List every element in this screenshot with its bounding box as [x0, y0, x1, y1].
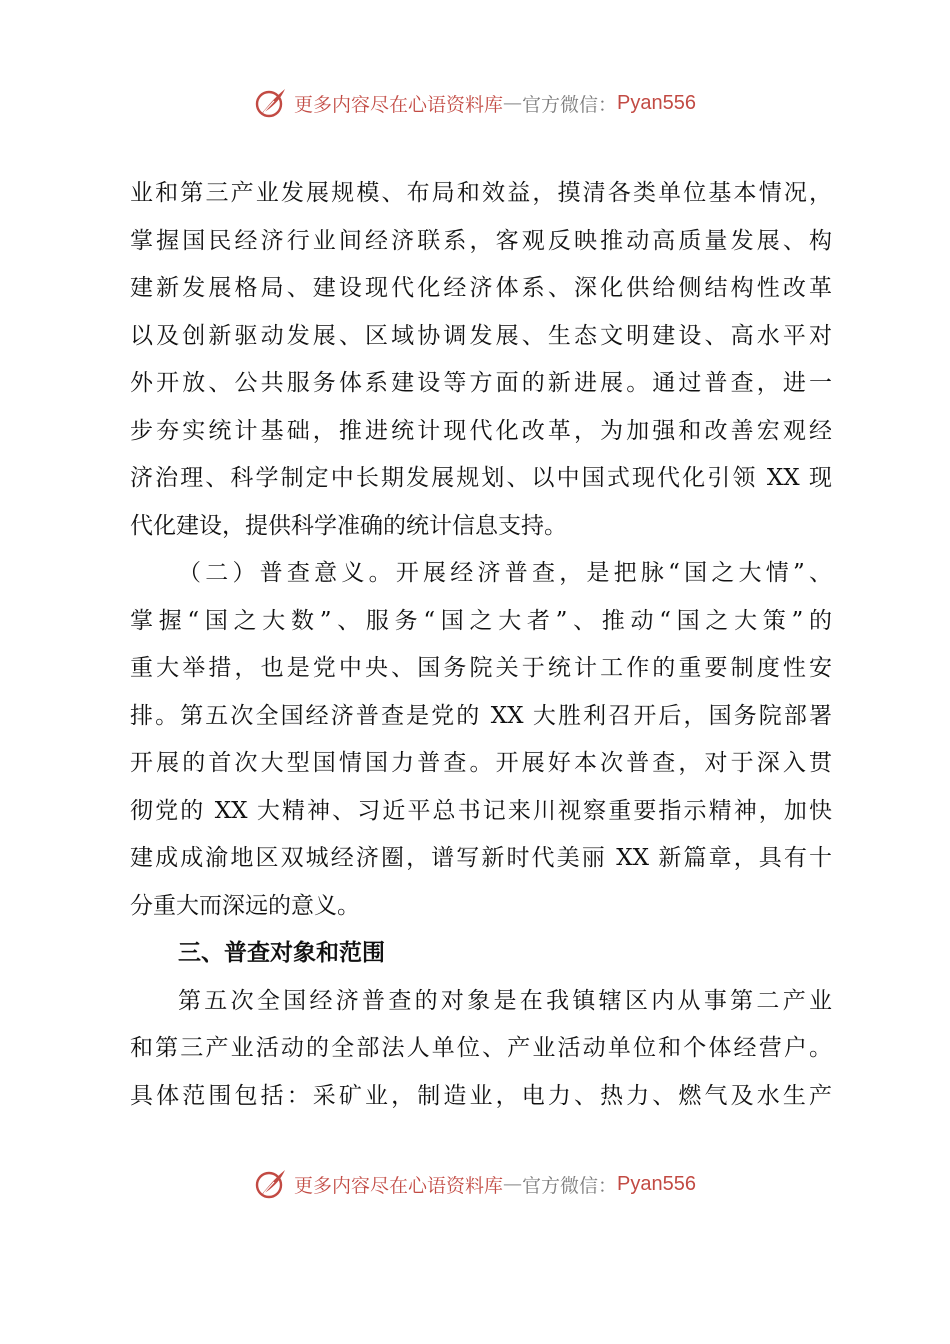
- footer-banner: [0, 1164, 950, 1204]
- section-heading: 三、普查对象和范围: [178, 940, 385, 966]
- banner-wechat-label: 官方微信：: [522, 1174, 618, 1197]
- text-line: 建新发展格局、建设现代化经济体系、深化供给侧结构性改革: [130, 275, 832, 301]
- banner-wechat-id: Pyan556: [617, 91, 696, 114]
- paragraph-start-line: 第五次全国经济普查的对象是在我镇辖区内从事第二产业: [178, 987, 832, 1014]
- document-body: [130, 170, 832, 1120]
- text-line: 以及创新驱动发展、区域协调发展、生态文明建设、高水平对: [130, 322, 832, 349]
- quill-logo-icon: [254, 86, 288, 120]
- banner-dash: —: [503, 1173, 523, 1195]
- text-line: 济治理、科学制定中长期发展规划、以中国式现代化引领 XX 现: [130, 465, 832, 491]
- text-line: 具体范围包括：采矿业，制造业，电力、热力、燃气及水生产: [130, 1082, 832, 1109]
- text-line: 排。第五次全国经济普查是党的 XX 大胜利召开后，国务院部署: [130, 702, 832, 729]
- banner-title: 更多内容尽在心语资料库: [294, 1174, 504, 1197]
- text-line: 建成成渝地区双城经济圈，谱写新时代美丽 XX 新篇章，具有十: [130, 845, 832, 871]
- text-line: 重大举措，也是党中央、国务院关于统计工作的重要制度性安: [130, 655, 832, 681]
- text-line: 步夯实统计基础，推进统计现代化改革，为加强和改善宏观经: [130, 417, 832, 444]
- quill-logo-icon: [254, 1167, 288, 1201]
- paragraph-start-line: （二）普查意义。开展经济普查，是把脉“国之大情”、: [178, 560, 832, 586]
- text-line: 掌握“国之大数”、服务“国之大者”、推动“国之大策”的: [130, 607, 832, 634]
- text-line: 外开放、公共服务体系建设等方面的新进展。通过普查，进一: [130, 370, 832, 396]
- text-line: 掌握国民经济行业间经济联系，客观反映推动高质量发展、构: [130, 227, 832, 254]
- text-line: 彻党的 XX 大精神、习近平总书记来川视察重要指示精神，加快: [130, 797, 832, 824]
- banner-wechat-id: Pyan556: [617, 1172, 696, 1195]
- text-line: 和第三产业活动的全部法人单位、产业活动单位和个体经营户。: [130, 1035, 832, 1061]
- banner-dash: —: [503, 92, 523, 114]
- text-line: 分重大而深远的意义。: [130, 892, 360, 919]
- banner-wechat-label: 官方微信：: [522, 93, 618, 116]
- header-banner: [0, 83, 950, 123]
- text-line: 开展的首次大型国情国力普查。开展好本次普查，对于深入贯: [130, 750, 832, 776]
- banner-title: 更多内容尽在心语资料库: [294, 93, 504, 116]
- text-line: 代化建设，提供科学准确的统计信息支持。: [130, 512, 567, 539]
- text-line: 业和第三产业发展规模、布局和效益，摸清各类单位基本情况，: [130, 180, 832, 206]
